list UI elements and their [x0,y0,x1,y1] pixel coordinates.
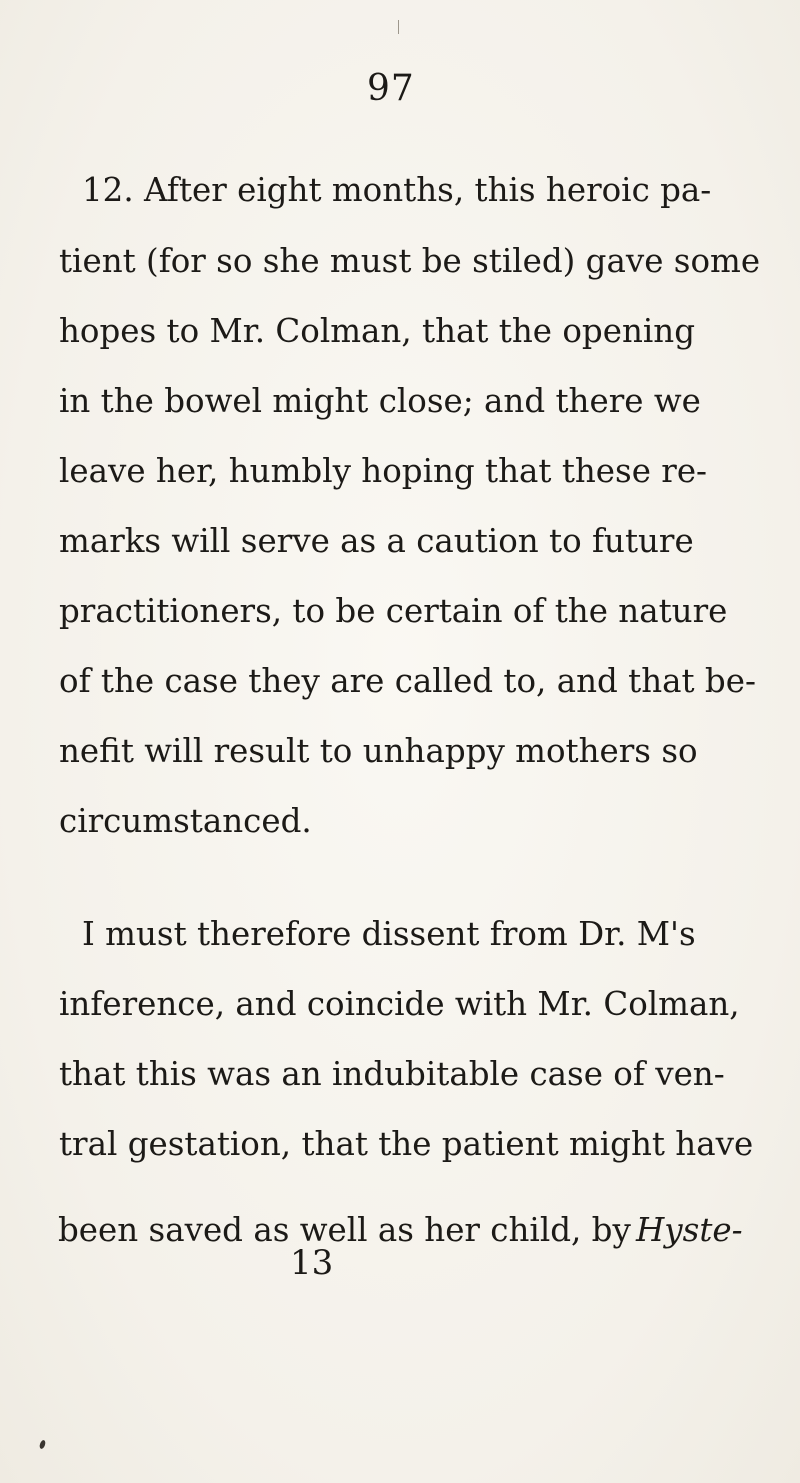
page-number: 97 [367,68,415,109]
text-line: marks will serve as a caution to future [59,522,694,560]
text-line: nefit will result to unhappy mothers so [59,732,698,770]
text-line: practitioners, to be certain of the nature [59,592,728,630]
text-line: tient (for so she must be stiled) gave some [59,242,761,280]
text-line: inference, and coincide with Mr. Colman, [59,985,740,1023]
text-line: I must therefore dissent from Dr. M's [82,915,696,953]
page-mark [398,20,399,34]
text-line: in the bowel might close; and there we [59,382,701,420]
signature-mark: 13 [290,1243,334,1283]
last-line [58,1210,800,1250]
text-line: that this was an indubitable case of ven- [59,1055,725,1093]
last-line-text: been saved as well as her child, by [58,1211,631,1249]
text-line: hopes to Mr. Colman, that the opening [59,312,696,350]
text-line: 12. After eight months, this heroic pa- [82,171,712,209]
catchword: Hyste- [635,1211,743,1249]
ink-blot [39,1439,47,1449]
text-line: leave her, humbly hoping that these re- [59,452,708,490]
text-line: tral gestation, that the patient might have [59,1125,754,1163]
text-line: of the case they are called to, and that be- [59,662,756,700]
text-line: circumstanced. [59,802,312,840]
